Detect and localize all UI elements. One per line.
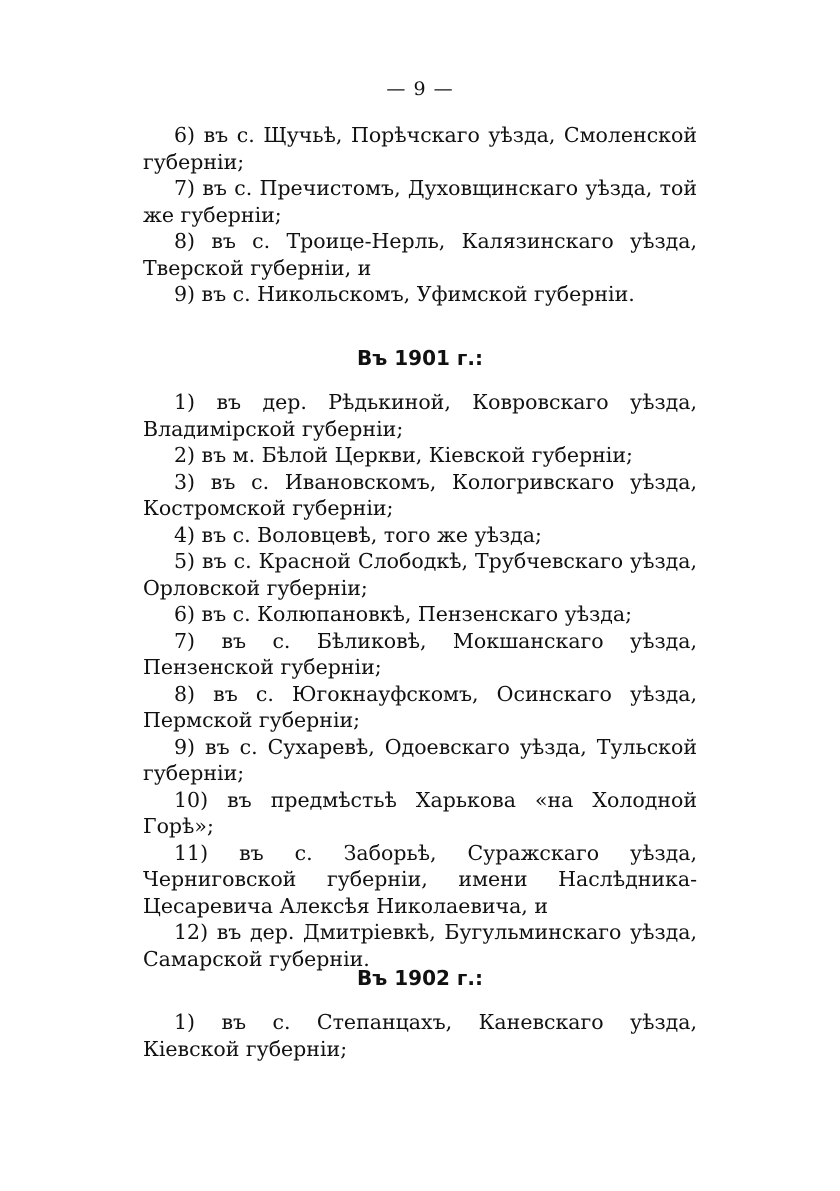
list-item: 6) въ с. Щучьѣ, Порѣчскаго уѣзда, Смоленской губерніи; — [143, 123, 697, 174]
list-item: 8) въ с. Югокнауфскомъ, Осинскаго уѣзда, Пермской губерніи; — [143, 681, 697, 732]
section-1902-list — [143, 1009, 697, 1062]
list-item: 10) въ предмѣстьѣ Харькова «на Холодной Горѣ»; — [143, 787, 697, 838]
list-item: 7) въ с. Бѣликовѣ, Мокшанскаго уѣзда, Пензенской губерніи; — [143, 628, 697, 679]
list-item: 9) въ с. Никольскомъ, Уфимской губерніи. — [174, 282, 635, 306]
list-item: 7) въ с. Пречистомъ, Духовщинскаго уѣзда, той же губерніи; — [143, 176, 697, 227]
section-heading-1901: Въ 1901 г.: — [357, 346, 483, 370]
list-item: 3) въ с. Ивановскомъ, Кологривскаго уѣзда, Костромской губерніи; — [143, 469, 697, 520]
page-number: — 9 — — [386, 78, 454, 100]
list-item: 4) въ с. Воловцевѣ, того же уѣзда; — [174, 522, 542, 547]
list-item: 5) въ с. Красной Слободкѣ, Трубчевскаго уѣзда, Орловской губерніи; — [143, 549, 697, 600]
list-item: 1) въ дер. Рѣдькиной, Ковровскаго уѣзда, Владимірской губерніи; — [143, 390, 697, 441]
list-item: 11) въ с. Заборьѣ, Суражскаго уѣзда, Черниговской губерніи, имени Наслѣдника-Цесаревича Алексѣя Николаевича, и — [143, 840, 697, 918]
list-item: 1) въ с. Степанцахъ, Каневскаго уѣзда, Кіевской губерніи; — [143, 1010, 697, 1061]
list-item: 2) въ м. Бѣлой Церкви, Кіевской губерніи; — [174, 443, 633, 467]
section-top-list — [143, 122, 697, 308]
list-item: 8) въ с. Троице-Нерль, Калязинскаго уѣзда, Тверской губерніи, и — [143, 229, 697, 280]
section-heading-1902: Въ 1902 г.: — [357, 966, 483, 990]
list-item: 12) въ дер. Дмитріевкѣ, Бугульминскаго уѣзда, Самарской губерніи. — [143, 920, 697, 971]
list-item: 9) въ с. Сухаревѣ, Одоевскаго уѣзда, Тульской губерніи; — [143, 734, 697, 785]
list-item: 6) въ с. Колюпановкѣ, Пензенскаго уѣзда; — [174, 602, 633, 626]
section-1901-list — [143, 389, 697, 972]
